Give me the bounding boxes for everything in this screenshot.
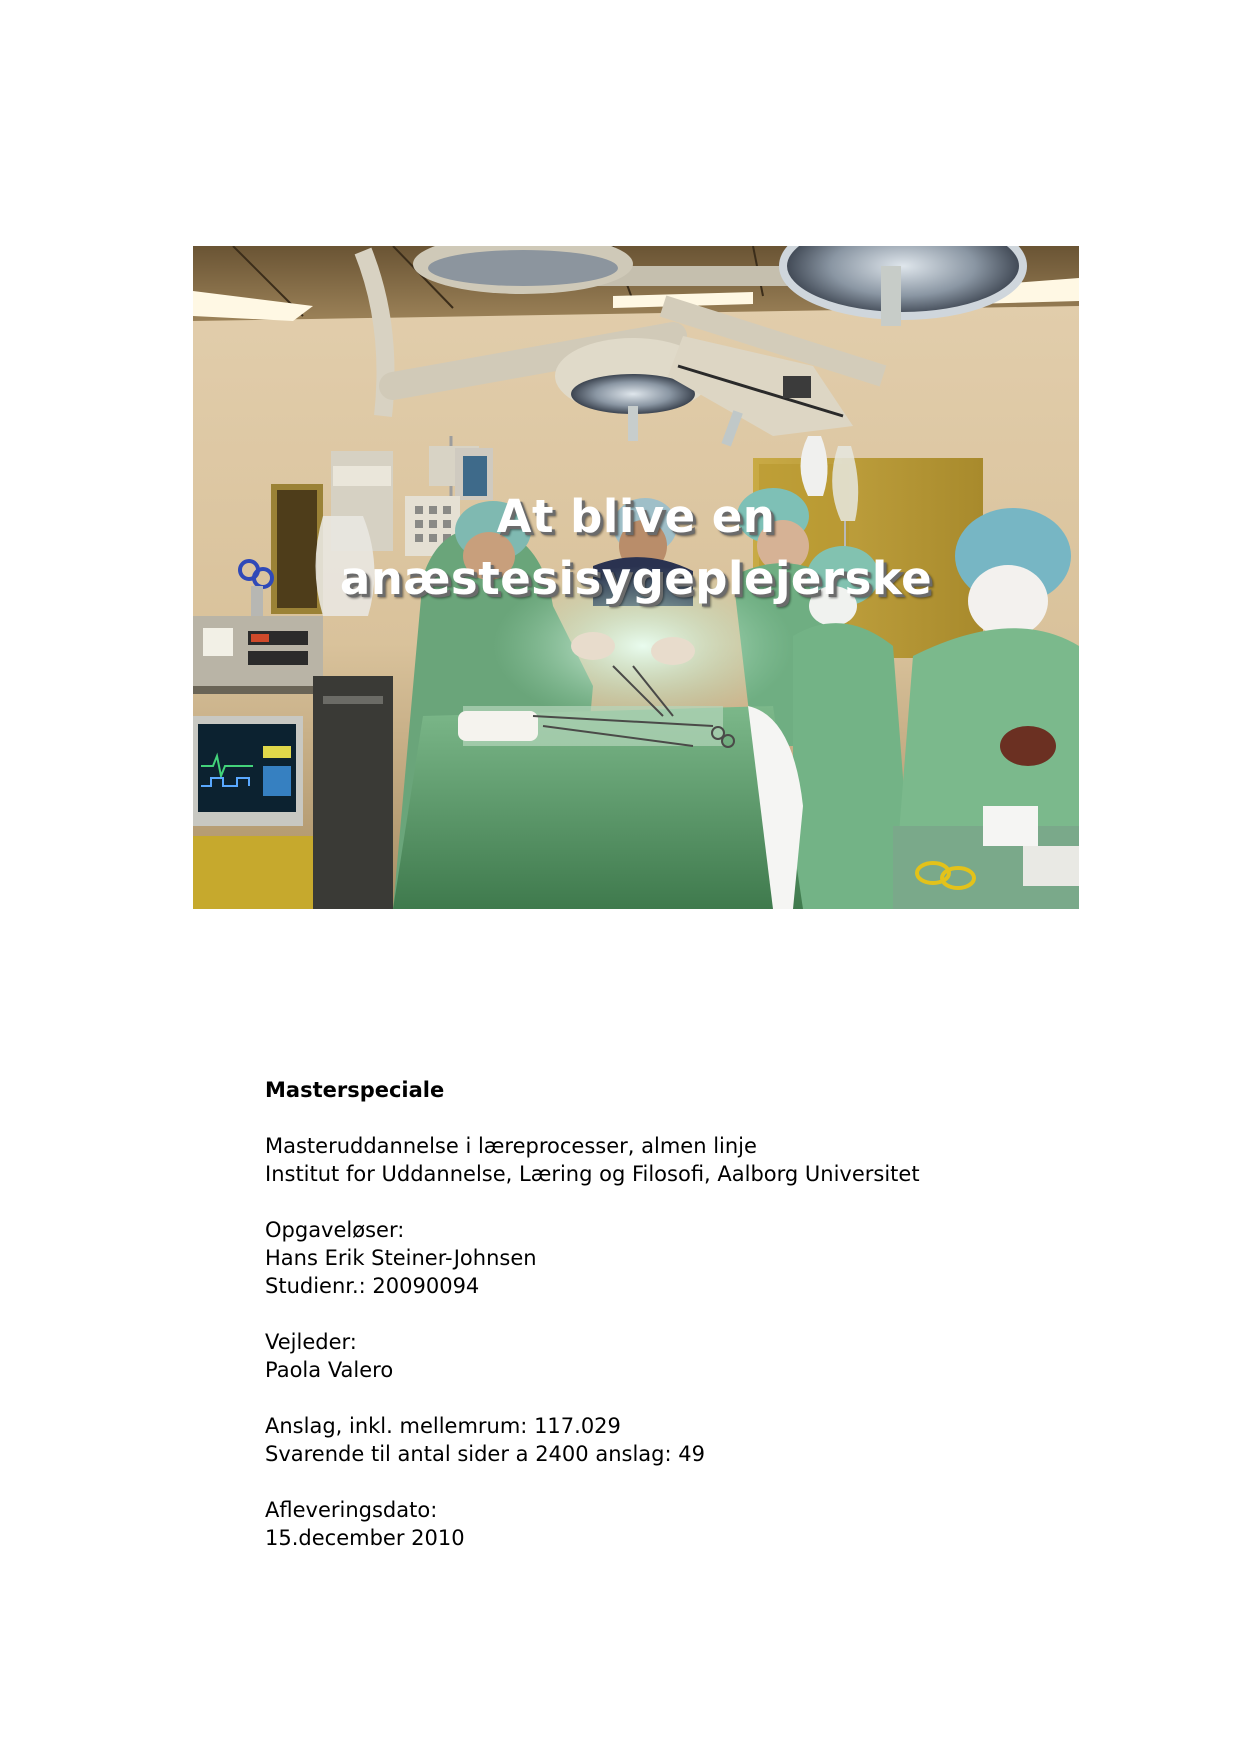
author-name: Hans Erik Steiner-Johnsen xyxy=(265,1246,537,1270)
page-count: Svarende til antal sider a 2400 anslag: 49 xyxy=(265,1442,705,1466)
supervisor-group xyxy=(265,1328,1065,1384)
cover-title-line-1: At blive en xyxy=(496,490,776,543)
cover-title-line-2: anæstesisygeplejerske xyxy=(339,552,933,605)
program-name: Masteruddannelse i læreprocesser, almen linje xyxy=(265,1134,757,1158)
delivery-date: 15.december 2010 xyxy=(265,1526,465,1550)
document-type-heading: Masterspeciale xyxy=(265,1078,445,1102)
student-number: Studienr.: 20090094 xyxy=(265,1274,480,1298)
delivery-label: Afleveringsdato: xyxy=(265,1498,438,1522)
author-label: Opgaveløser: xyxy=(265,1218,405,1242)
author-group xyxy=(265,1216,1065,1300)
institution-name: Institut for Uddannelse, Læring og Filosofi, Aalborg Universitet xyxy=(265,1162,920,1186)
character-count: Anslag, inkl. mellemrum: 117.029 xyxy=(265,1414,621,1438)
cover-photo xyxy=(193,246,1079,909)
supervisor-name: Paola Valero xyxy=(265,1358,394,1382)
supervisor-label: Vejleder: xyxy=(265,1330,357,1354)
program-group xyxy=(265,1132,1065,1188)
length-group xyxy=(265,1412,1065,1468)
thesis-info xyxy=(265,1076,1065,1580)
cover-title xyxy=(193,486,1079,610)
delivery-group xyxy=(265,1496,1065,1552)
